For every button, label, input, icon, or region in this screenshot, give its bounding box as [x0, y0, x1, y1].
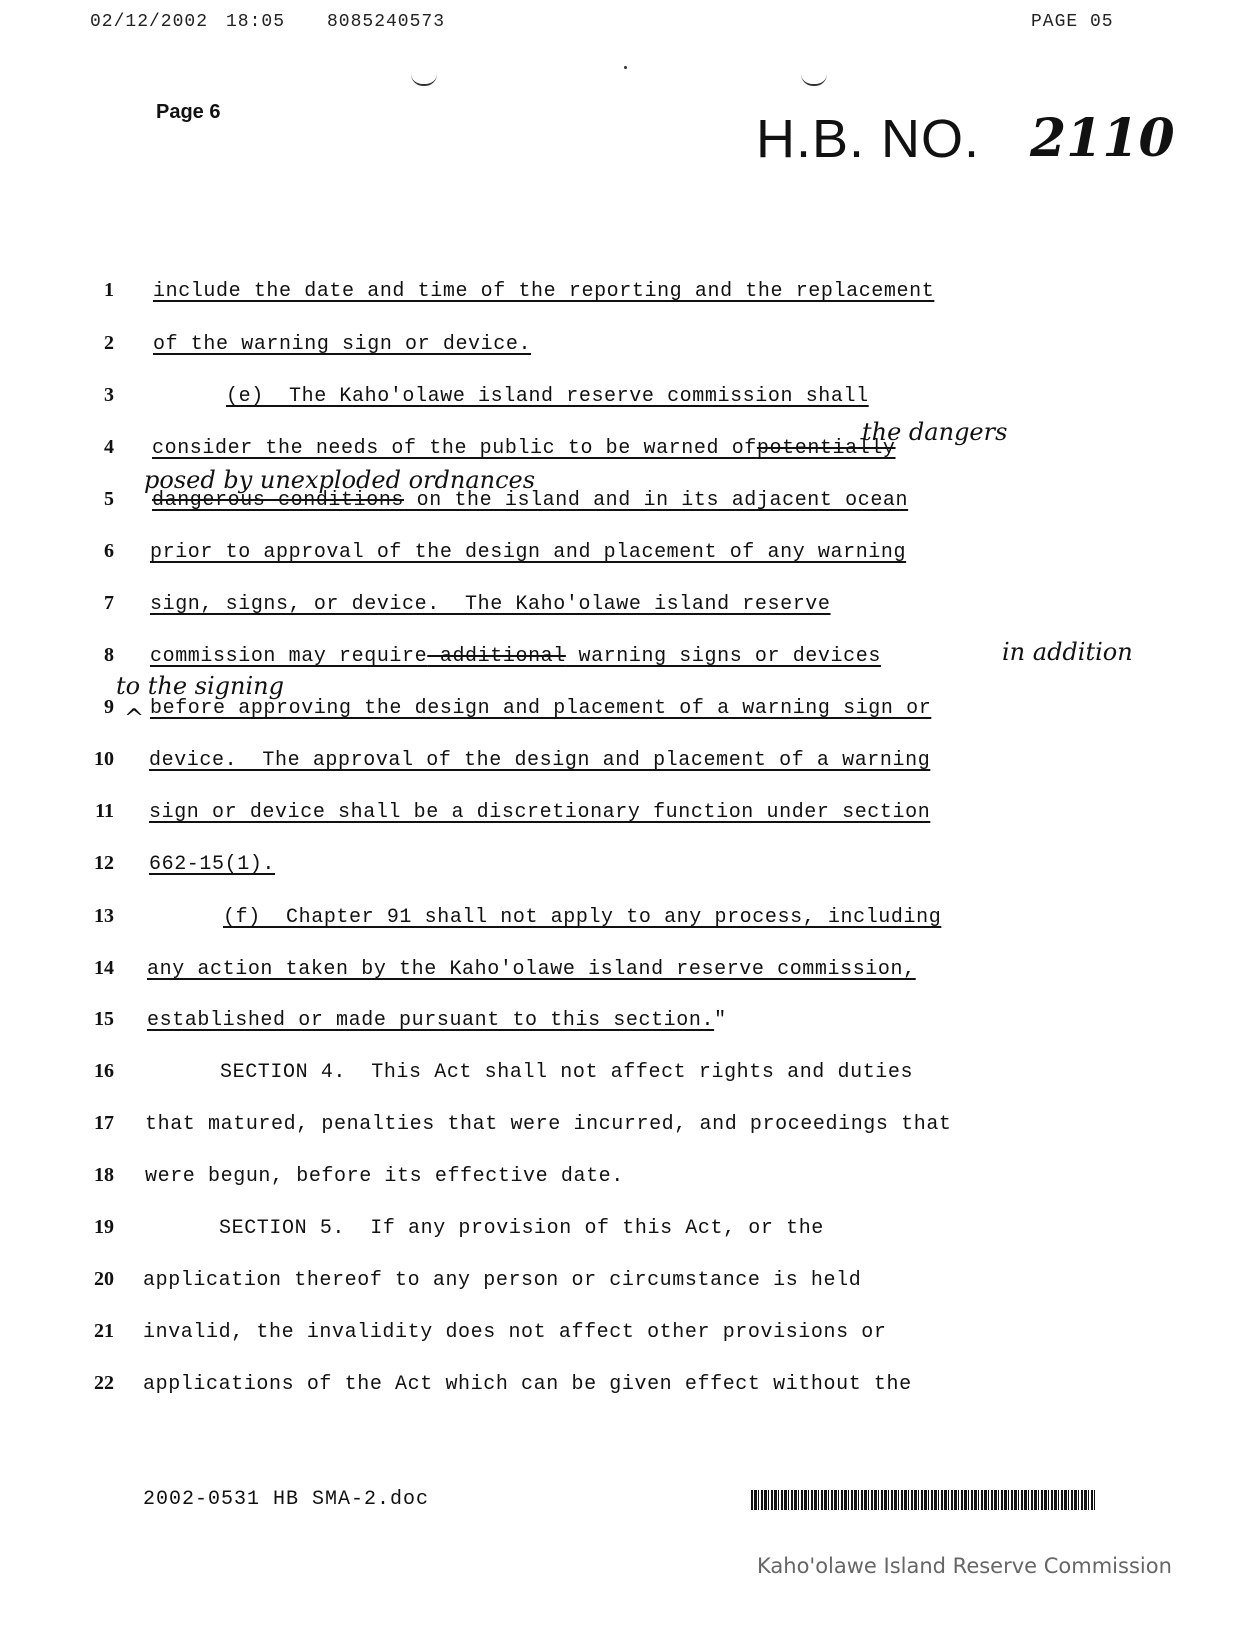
line-number: 3	[104, 384, 114, 406]
line-number: 20	[94, 1268, 114, 1290]
bill-line: include the date and time of the reporting and the replacement	[153, 280, 935, 303]
fax-date: 02/12/2002	[90, 12, 209, 32]
fax-time: 18:05	[226, 12, 286, 32]
bill-line: applications of the Act which can be given effect without the	[143, 1373, 912, 1396]
bill-line: (e) The Kaho'olawe island reserve commission shall	[226, 385, 869, 408]
line-number: 13	[94, 905, 114, 927]
bill-line: application thereof to any person or circumstance is held	[143, 1269, 862, 1292]
handwritten-insert: the dangers	[862, 418, 1008, 446]
handwritten-insert: in addition	[1002, 638, 1133, 666]
line-number: 6	[104, 540, 114, 562]
bill-line: were begun, before its effective date.	[145, 1165, 624, 1188]
caret-mark: ^	[124, 704, 145, 732]
bill-line: prior to approval of the design and placement of any warning	[150, 541, 907, 564]
bill-line: device. The approval of the design and placement of a warning	[149, 749, 931, 772]
struck-text: dangerous conditions	[152, 489, 405, 512]
line-number: 9	[104, 696, 114, 718]
barcode	[751, 1490, 1095, 1510]
bill-number-printed: H.B. NO.	[756, 109, 981, 169]
line-number: 14	[94, 957, 114, 979]
line-number: 8	[104, 644, 114, 666]
fax-page-number: PAGE 05	[1031, 12, 1114, 32]
line-number: 10	[94, 748, 114, 770]
handwritten-insert: to the signing	[116, 672, 284, 700]
line-number: 19	[94, 1216, 114, 1238]
struck-text: additional	[427, 645, 566, 668]
handwritten-insert: posed by unexploded ordnances	[144, 466, 536, 494]
bill-line: (f) Chapter 91 shall not apply to any process, including	[223, 906, 942, 929]
line-number: 12	[94, 852, 114, 874]
page-label: Page 6	[156, 101, 221, 123]
bill-line: sign, signs, or device. The Kaho'olawe island reserve	[150, 593, 831, 616]
bill-line: SECTION 4. This Act shall not affect rights and duties	[220, 1061, 914, 1084]
bill-line: consider the needs of the public to be warned ofpotentially	[152, 437, 896, 460]
document-id: 2002-0531 HB SMA-2.doc	[143, 1488, 430, 1511]
struck-text: potentially	[756, 437, 896, 460]
bill-line: established or made pursuant to this section."	[147, 1009, 727, 1032]
bill-number-handwritten: 2110	[1030, 108, 1175, 169]
bill-line: dangerous conditions on the island and in its adjacent ocean	[152, 489, 909, 512]
scan-speck	[624, 66, 627, 69]
line-number: 2	[104, 332, 114, 354]
line-number: 16	[94, 1060, 114, 1082]
line-number: 15	[94, 1008, 114, 1030]
fax-number: 8085240573	[327, 12, 446, 32]
line-number: 5	[104, 488, 114, 510]
line-number: 4	[104, 436, 114, 458]
bill-line: 662-15(1).	[149, 853, 276, 876]
bill-line: commission may require additional warning signs or devices	[150, 645, 881, 668]
line-number: 18	[94, 1164, 114, 1186]
line-number: 22	[94, 1372, 114, 1394]
scan-mark	[411, 74, 437, 86]
bill-line: any action taken by the Kaho'olawe island reserve commission,	[147, 958, 916, 981]
scan-mark	[801, 74, 827, 86]
bill-line: invalid, the invalidity does not affect other provisions or	[143, 1321, 887, 1344]
line-number: 11	[95, 800, 114, 822]
bill-line: sign or device shall be a discretionary function under section	[149, 801, 931, 824]
line-number: 1	[104, 279, 114, 301]
line-number: 7	[104, 592, 114, 614]
bill-line: of the warning sign or device.	[153, 333, 532, 356]
line-number: 17	[94, 1112, 114, 1134]
line-number: 21	[94, 1320, 114, 1342]
bill-line: that matured, penalties that were incurred, and proceedings that	[145, 1113, 952, 1136]
source-watermark: Kaho'olawe Island Reserve Commission	[757, 1554, 1172, 1578]
bill-line: SECTION 5. If any provision of this Act, or the	[219, 1217, 824, 1240]
bill-line: before approving the design and placement of a warning sign or	[150, 697, 932, 720]
